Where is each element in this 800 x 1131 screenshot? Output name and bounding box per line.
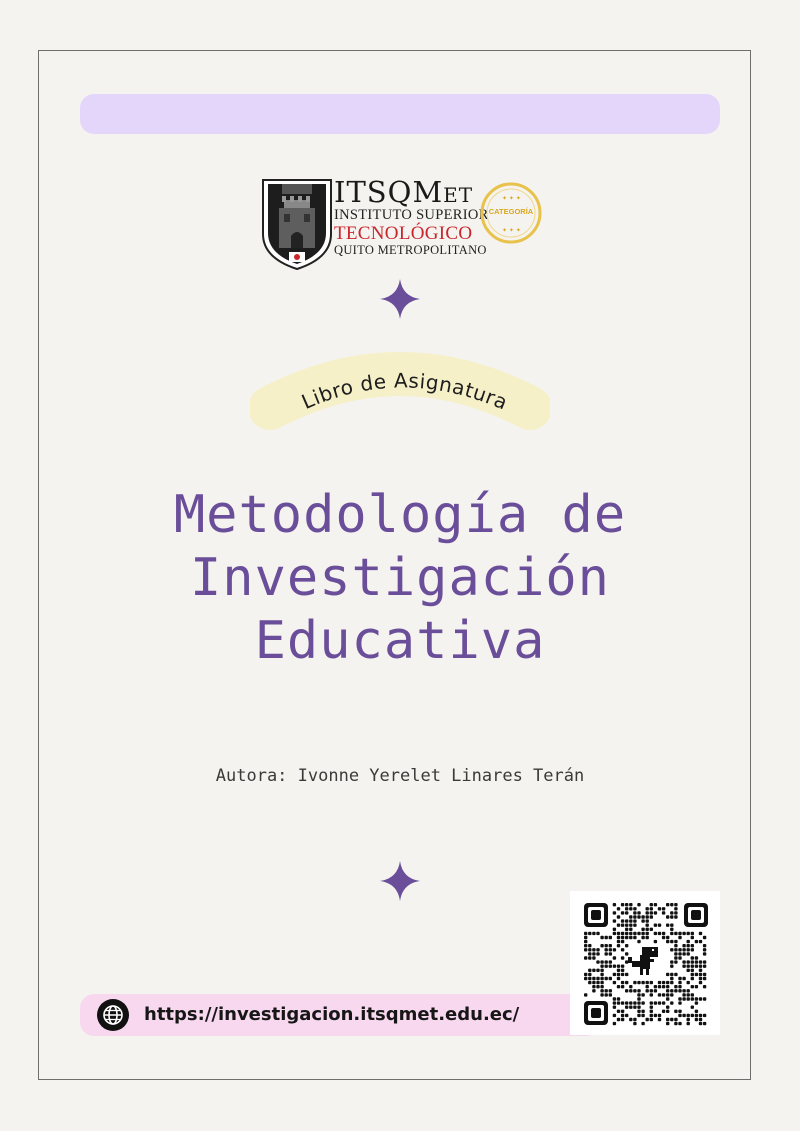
top-banner-bar [80,94,720,134]
sparkle-icon [380,861,420,901]
logo-name-suffix: ET [443,183,474,207]
category-seal-icon [480,182,542,244]
subject-book-label: Libro de Asignatura [297,368,512,415]
logo-line-institute: INSTITUTO SUPERIOR [334,207,489,223]
qr-code[interactable] [570,891,720,1035]
shield-icon [262,178,332,270]
logo-line-tecnologico: TECNOLÓGICO [334,222,473,244]
title-line-1: Metodología de [173,485,627,545]
globe-icon [97,999,129,1031]
title-line-3: Educativa [254,611,546,671]
itsqmet-logo [262,175,542,270]
title-line-2: Investigación [190,548,610,608]
svg-text:✦ ✦ ✦: ✦ ✦ ✦ [502,195,521,202]
website-link[interactable]: https://investigacion.itsqmet.edu.ec/ [144,1004,520,1025]
seal-text: CATEGORÍA [488,207,534,216]
book-title [60,484,740,673]
sparkle-icon [380,279,420,319]
author-line: Autora: Ivonne Yerelet Linares Terán [215,766,585,786]
svg-text:✦ ✦ ✦: ✦ ✦ ✦ [502,227,521,234]
logo-name: ITSQM [334,175,444,209]
logo-line-quito: QUITO METROPOLITANO [334,242,487,257]
subject-book-ribbon [250,350,550,450]
